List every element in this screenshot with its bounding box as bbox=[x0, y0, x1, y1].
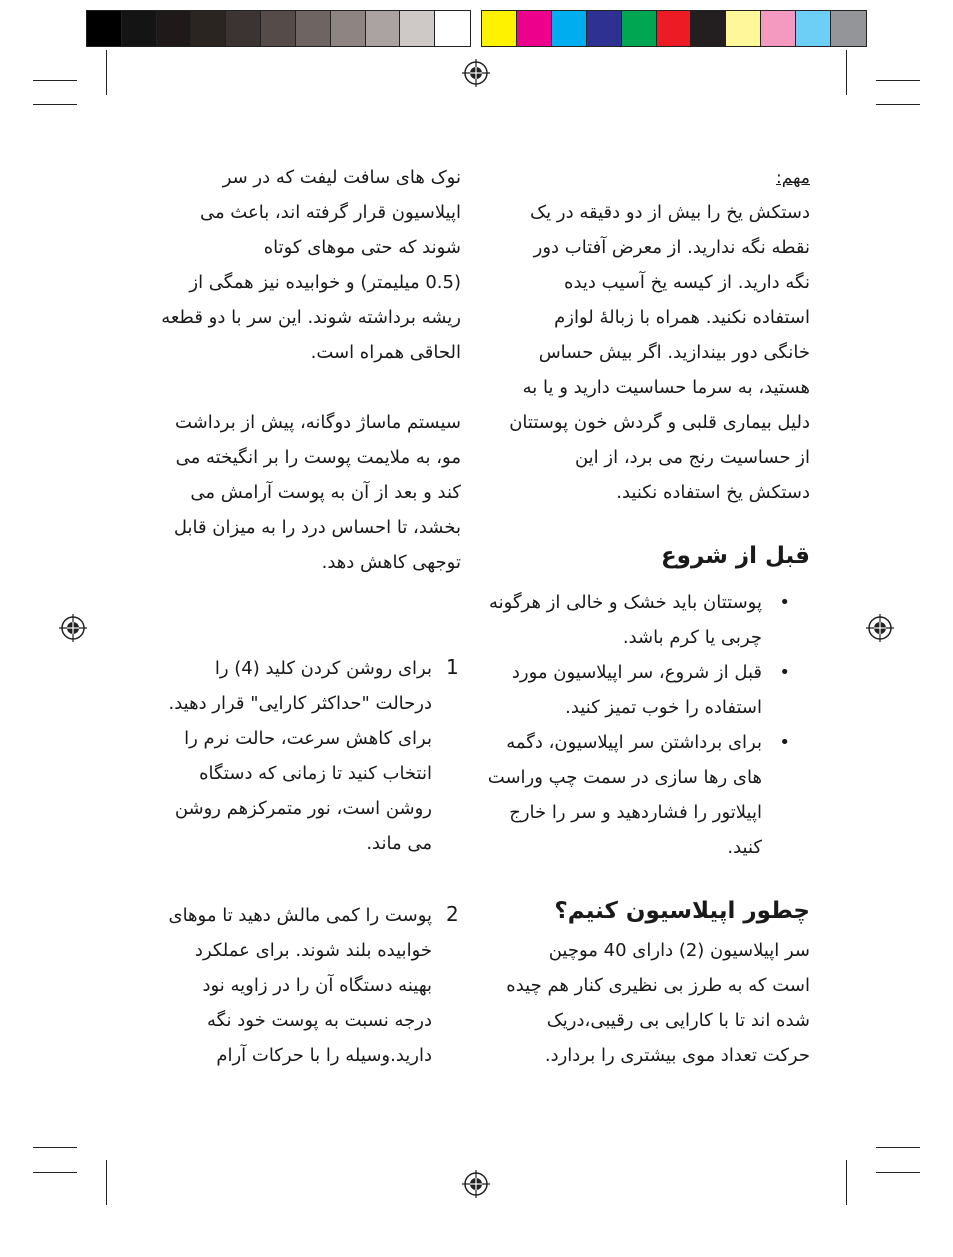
text-line: شده اند تا با کارایی بی رقیبی،دریک bbox=[546, 1010, 810, 1031]
color-swatch bbox=[157, 11, 192, 46]
text-line: نقطه نگه ندارید. از معرض آفتاب دور bbox=[533, 237, 810, 258]
text-line: بخشد، تا احساس درد را به میزان قابل bbox=[173, 517, 461, 538]
text-line: نوک های سافت لیفت که در سر bbox=[222, 167, 461, 188]
grayscale-color-bar bbox=[86, 10, 471, 47]
color-swatch bbox=[122, 11, 157, 46]
text-line: پوست را کمی مالش دهید تا موهای bbox=[168, 905, 432, 926]
text-line: نگه دارید. از کیسه یخ آسیب دیده bbox=[564, 272, 810, 293]
text-line: برای روشن کردن کلید (4) را bbox=[214, 658, 432, 679]
text-line: اپیلاتور را فشاردهید و سر را خارج bbox=[509, 802, 762, 823]
registration-mark-icon bbox=[59, 614, 87, 642]
text-line: کنید. bbox=[727, 837, 762, 858]
text-line: حرکت تعداد موی بیشتری را بردارد. bbox=[544, 1045, 810, 1066]
text-line: شوند که حتی موهای کوتاه bbox=[263, 237, 461, 258]
list-item bbox=[488, 655, 790, 725]
bullet-icon: • bbox=[779, 662, 790, 683]
text-line: از حساسیت رنج می برد، از این bbox=[574, 447, 810, 468]
color-swatch bbox=[622, 11, 657, 46]
text-line: برای کاهش سرعت، حالت نرم را bbox=[184, 728, 432, 749]
color-swatch bbox=[482, 11, 517, 46]
text-line: است که به طرز بی نظیری کنار هم چیده bbox=[506, 975, 810, 996]
color-swatch bbox=[226, 11, 261, 46]
before-start-list bbox=[488, 585, 790, 865]
color-swatch bbox=[400, 11, 435, 46]
text-line: انتخاب کنید تا زمانی که دستگاه bbox=[199, 763, 432, 784]
color-swatch bbox=[552, 11, 587, 46]
text-line: توجهی کاهش دهد. bbox=[321, 552, 461, 573]
text-line: دارید.وسیله را با حرکات آرام bbox=[216, 1045, 432, 1066]
step-1-number: 1 bbox=[446, 655, 459, 679]
color-swatch bbox=[435, 11, 470, 46]
color-swatch bbox=[796, 11, 831, 46]
important-label: مهم: bbox=[776, 168, 810, 188]
text-line: بهینه دستگاه آن را در زاویه نود bbox=[202, 975, 432, 996]
massage-system-paragraph bbox=[174, 405, 461, 580]
text-line: درحالت "حداکثر کارایی" قرار دهید. bbox=[168, 693, 432, 714]
text-line: قبل از شروع، سر اپیلاسیون مورد bbox=[511, 662, 762, 683]
softlift-paragraph bbox=[161, 160, 461, 370]
text-line: ریشه برداشته شوند. این سر با دو قطعه bbox=[161, 307, 461, 328]
text-line: اپیلاسیون قرار گرفته اند، باعث می bbox=[199, 202, 461, 223]
text-line: می ماند. bbox=[366, 833, 432, 854]
text-line: استفاده را خوب تمیز کنید. bbox=[565, 697, 762, 718]
how-to-epilate-paragraph bbox=[506, 933, 810, 1073]
text-line: درجه نسبت به پوست خود نگه bbox=[206, 1010, 432, 1031]
color-swatch bbox=[691, 11, 726, 46]
color-swatch bbox=[261, 11, 296, 46]
text-line: های رها سازی در سمت چپ وراست bbox=[487, 767, 762, 788]
registration-mark-icon bbox=[866, 614, 894, 642]
bullet-icon: • bbox=[779, 732, 790, 753]
text-line: هستید، به سرما حساسیت دارید و یا به bbox=[522, 377, 810, 398]
text-line: چربی یا کرم باشد. bbox=[622, 627, 762, 648]
step-1-paragraph bbox=[168, 651, 432, 861]
text-line: مو، به ملایمت پوست را بر انگیخته می bbox=[175, 447, 461, 468]
text-line: دستکش یخ استفاده نکنید. bbox=[616, 482, 810, 503]
text-line: سیستم ماساژ دوگانه، پیش از برداشت bbox=[174, 412, 461, 433]
color-swatch bbox=[726, 11, 761, 46]
text-line: روشن است، نور متمرکزهم روشن bbox=[174, 798, 432, 819]
registration-mark-icon bbox=[462, 1170, 490, 1198]
step-2-paragraph bbox=[168, 898, 432, 1073]
process-color-bar bbox=[481, 10, 867, 47]
color-swatch bbox=[657, 11, 692, 46]
how-to-epilate-heading: چطور اپیلاسیون کنیم؟ bbox=[554, 898, 810, 924]
text-line: خوابیده بلند شوند. برای عملکرد bbox=[194, 940, 432, 961]
text-line: خانگی دور بیندازید. اگر بیش حساس bbox=[538, 342, 810, 363]
color-swatch bbox=[587, 11, 622, 46]
color-swatch bbox=[761, 11, 796, 46]
text-line: برای برداشتن سر اپیلاسیون، دگمه bbox=[506, 732, 762, 753]
color-swatch bbox=[296, 11, 331, 46]
before-start-heading: قبل از شروع bbox=[660, 543, 810, 569]
text-line: دستکش یخ را بیش از دو دقیقه در یک bbox=[530, 202, 810, 223]
registration-mark-icon bbox=[462, 59, 490, 87]
text-line: سر اپیلاسیون (2) دارای 40 موچین bbox=[548, 940, 810, 961]
bullet-icon: • bbox=[779, 592, 790, 613]
text-line: (0.5 میلیمتر) و خوابیده نیز همگی از bbox=[189, 272, 461, 293]
list-item bbox=[488, 725, 790, 865]
color-swatch bbox=[191, 11, 226, 46]
color-swatch bbox=[517, 11, 552, 46]
color-swatch bbox=[331, 11, 366, 46]
important-paragraph bbox=[509, 195, 810, 510]
color-swatch bbox=[87, 11, 122, 46]
text-line: استفاده نکنید. همراه با زبالۀ لوازم bbox=[554, 307, 810, 328]
text-line: دلیل بیماری قلبی و گردش خون پوستتان bbox=[509, 412, 810, 433]
text-line: الحاقی همراه است. bbox=[310, 342, 461, 363]
color-swatch bbox=[831, 11, 866, 46]
color-swatch bbox=[366, 11, 401, 46]
text-line: پوستتان باید خشک و خالی از هرگونه bbox=[489, 592, 762, 613]
step-2-number: 2 bbox=[446, 902, 459, 926]
list-item bbox=[488, 585, 790, 655]
text-line: کند و بعد از آن به پوست آرامش می bbox=[190, 482, 461, 503]
